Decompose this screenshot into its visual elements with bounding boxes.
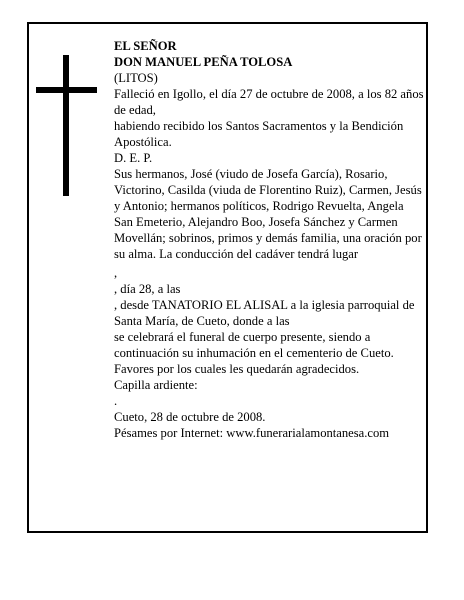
chapel-line: Capilla ardiente: — [114, 378, 198, 392]
obituary-text — [114, 38, 424, 441]
cross-icon-bar — [36, 87, 97, 93]
separator-comma: , — [114, 266, 118, 280]
title-line: EL SEÑOR — [114, 39, 177, 53]
rip-line: D. E. P. — [114, 151, 153, 165]
cross-icon — [63, 55, 69, 196]
deceased-name: DON MANUEL PEÑA TOLOSA — [114, 55, 293, 69]
family-paragraph: Sus hermanos, José (viudo de Josefa García), Rosario, Victorino, Casilda (viuda de Florentino Ruiz), Carmen, Jesús y Antonio; hermanos políticos, Rodrigo Revuelta, Angela San Emeterio, Alejandro Boo, Josefa Sánchez y Carmen Movellán; sobrinos, primos y demás familia, una oración por su alma. La conducción del cadáver tendrá lugar — [114, 167, 422, 261]
day-line: , día 28, a las — [114, 282, 181, 296]
separator-dot: . — [114, 394, 118, 408]
funeral-paragraph: se celebrará el funeral de cuerpo presente, siendo a continuación su inhumación en el cementerio de Cueto. Favores por los cuales les quedarán agradecidos. — [114, 330, 394, 376]
sacraments-line: habiendo recibido los Santos Sacramentos y la Bendición Apostólica. — [114, 119, 404, 149]
death-details: Falleció en Igollo, el día 27 de octubre de 2008, a los 82 años de edad, — [114, 87, 424, 117]
deceased-nickname: (LITOS) — [114, 71, 158, 85]
date-line: Cueto, 28 de octubre de 2008. — [114, 410, 266, 424]
condolences-line: Pésames por Internet: www.funerarialamontanesa.com — [114, 426, 390, 440]
transfer-line: , desde TANATORIO EL ALISAL a la iglesia parroquial de Santa María, de Cueto, donde a las — [114, 298, 415, 328]
